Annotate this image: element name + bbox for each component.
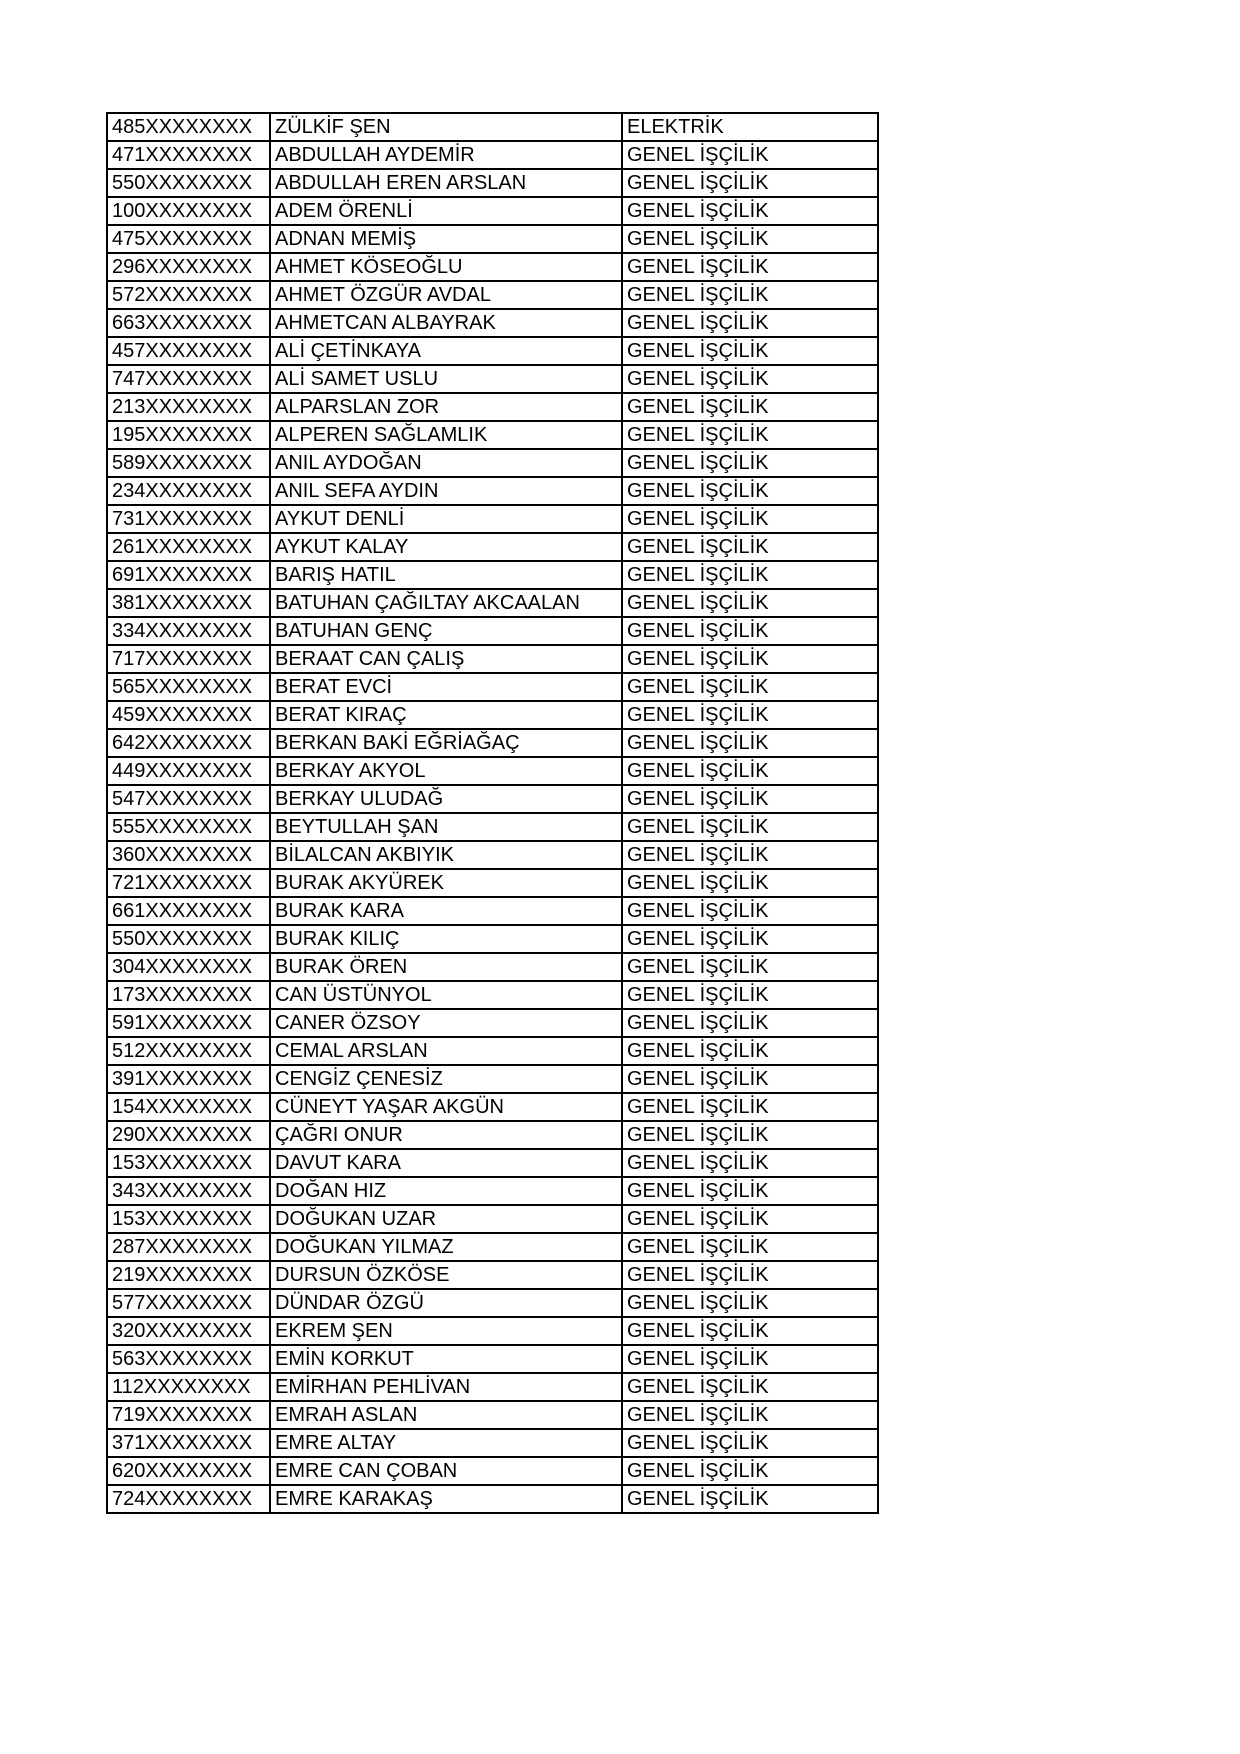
job-category-cell: GENEL İŞÇİLİK [622, 449, 878, 477]
table-row [107, 1289, 878, 1317]
job-category-cell: GENEL İŞÇİLİK [622, 1345, 878, 1373]
full-name-cell: CAN ÜSTÜNYOL [270, 981, 622, 1009]
personnel-table-body [107, 113, 878, 1513]
table-row [107, 505, 878, 533]
table-row [107, 1177, 878, 1205]
full-name-cell: EMRE CAN ÇOBAN [270, 1457, 622, 1485]
full-name-cell: BURAK AKYÜREK [270, 869, 622, 897]
full-name-cell: EMRE ALTAY [270, 1429, 622, 1457]
table-row [107, 477, 878, 505]
full-name-cell: BURAK KILIÇ [270, 925, 622, 953]
full-name-cell: DOĞUKAN UZAR [270, 1205, 622, 1233]
table-row [107, 673, 878, 701]
table-row [107, 701, 878, 729]
id-number-cell: 565XXXXXXXX [107, 673, 270, 701]
table-row [107, 1317, 878, 1345]
table-row [107, 197, 878, 225]
job-category-cell: GENEL İŞÇİLİK [622, 365, 878, 393]
id-number-cell: 290XXXXXXXX [107, 1121, 270, 1149]
full-name-cell: BERKAY ULUDAĞ [270, 785, 622, 813]
table-row [107, 393, 878, 421]
id-number-cell: 550XXXXXXXX [107, 925, 270, 953]
job-category-cell: GENEL İŞÇİLİK [622, 953, 878, 981]
full-name-cell: ANIL AYDOĞAN [270, 449, 622, 477]
full-name-cell: EMRE KARAKAŞ [270, 1485, 622, 1513]
job-category-cell: GENEL İŞÇİLİK [622, 617, 878, 645]
full-name-cell: BEYTULLAH ŞAN [270, 813, 622, 841]
table-row [107, 1093, 878, 1121]
job-category-cell: GENEL İŞÇİLİK [622, 337, 878, 365]
table-row [107, 589, 878, 617]
table-row [107, 617, 878, 645]
id-number-cell: 261XXXXXXXX [107, 533, 270, 561]
job-category-cell: GENEL İŞÇİLİK [622, 169, 878, 197]
id-number-cell: 724XXXXXXXX [107, 1485, 270, 1513]
id-number-cell: 547XXXXXXXX [107, 785, 270, 813]
full-name-cell: CENGİZ ÇENESİZ [270, 1065, 622, 1093]
full-name-cell: BURAK ÖREN [270, 953, 622, 981]
full-name-cell: ZÜLKİF ŞEN [270, 113, 622, 141]
table-row [107, 1233, 878, 1261]
full-name-cell: DURSUN ÖZKÖSE [270, 1261, 622, 1289]
job-category-cell: GENEL İŞÇİLİK [622, 981, 878, 1009]
table-row [107, 981, 878, 1009]
job-category-cell: GENEL İŞÇİLİK [622, 141, 878, 169]
job-category-cell: GENEL İŞÇİLİK [622, 897, 878, 925]
id-number-cell: 663XXXXXXXX [107, 309, 270, 337]
full-name-cell: ALİ SAMET USLU [270, 365, 622, 393]
full-name-cell: EMİRHAN PEHLİVAN [270, 1373, 622, 1401]
table-row [107, 1009, 878, 1037]
id-number-cell: 459XXXXXXXX [107, 701, 270, 729]
full-name-cell: AHMET ÖZGÜR AVDAL [270, 281, 622, 309]
job-category-cell: GENEL İŞÇİLİK [622, 1121, 878, 1149]
full-name-cell: BATUHAN GENÇ [270, 617, 622, 645]
job-category-cell: GENEL İŞÇİLİK [622, 1065, 878, 1093]
id-number-cell: 219XXXXXXXX [107, 1261, 270, 1289]
job-category-cell: GENEL İŞÇİLİK [622, 701, 878, 729]
table-row [107, 169, 878, 197]
table-row [107, 1373, 878, 1401]
table-row [107, 253, 878, 281]
id-number-cell: 691XXXXXXXX [107, 561, 270, 589]
full-name-cell: ADEM ÖRENLİ [270, 197, 622, 225]
id-number-cell: 620XXXXXXXX [107, 1457, 270, 1485]
table-row [107, 281, 878, 309]
table-row [107, 1205, 878, 1233]
table-row [107, 813, 878, 841]
personnel-table [106, 112, 879, 1514]
job-category-cell: GENEL İŞÇİLİK [622, 1457, 878, 1485]
full-name-cell: BERKAN BAKİ EĞRİAĞAÇ [270, 729, 622, 757]
job-category-cell: GENEL İŞÇİLİK [622, 561, 878, 589]
full-name-cell: CANER ÖZSOY [270, 1009, 622, 1037]
table-row [107, 309, 878, 337]
job-category-cell: GENEL İŞÇİLİK [622, 477, 878, 505]
id-number-cell: 100XXXXXXXX [107, 197, 270, 225]
id-number-cell: 213XXXXXXXX [107, 393, 270, 421]
id-number-cell: 589XXXXXXXX [107, 449, 270, 477]
table-row [107, 757, 878, 785]
table-row [107, 645, 878, 673]
id-number-cell: 154XXXXXXXX [107, 1093, 270, 1121]
id-number-cell: 173XXXXXXXX [107, 981, 270, 1009]
full-name-cell: BERKAY AKYOL [270, 757, 622, 785]
full-name-cell: BİLALCAN AKBIYIK [270, 841, 622, 869]
table-row [107, 561, 878, 589]
id-number-cell: 721XXXXXXXX [107, 869, 270, 897]
job-category-cell: GENEL İŞÇİLİK [622, 813, 878, 841]
id-number-cell: 731XXXXXXXX [107, 505, 270, 533]
job-category-cell: ELEKTRİK [622, 113, 878, 141]
table-row [107, 365, 878, 393]
full-name-cell: ABDULLAH EREN ARSLAN [270, 169, 622, 197]
table-row [107, 897, 878, 925]
id-number-cell: 661XXXXXXXX [107, 897, 270, 925]
job-category-cell: GENEL İŞÇİLİK [622, 841, 878, 869]
full-name-cell: ALPEREN SAĞLAMLIK [270, 421, 622, 449]
table-row [107, 421, 878, 449]
full-name-cell: ABDULLAH AYDEMİR [270, 141, 622, 169]
job-category-cell: GENEL İŞÇİLİK [622, 925, 878, 953]
id-number-cell: 747XXXXXXXX [107, 365, 270, 393]
full-name-cell: ANIL SEFA AYDIN [270, 477, 622, 505]
job-category-cell: GENEL İŞÇİLİK [622, 729, 878, 757]
table-row [107, 1121, 878, 1149]
full-name-cell: DOĞUKAN YILMAZ [270, 1233, 622, 1261]
job-category-cell: GENEL İŞÇİLİK [622, 1037, 878, 1065]
full-name-cell: EKREM ŞEN [270, 1317, 622, 1345]
id-number-cell: 550XXXXXXXX [107, 169, 270, 197]
full-name-cell: BURAK KARA [270, 897, 622, 925]
id-number-cell: 563XXXXXXXX [107, 1345, 270, 1373]
job-category-cell: GENEL İŞÇİLİK [622, 1149, 878, 1177]
id-number-cell: 112XXXXXXXX [107, 1373, 270, 1401]
job-category-cell: GENEL İŞÇİLİK [622, 533, 878, 561]
job-category-cell: GENEL İŞÇİLİK [622, 1093, 878, 1121]
id-number-cell: 512XXXXXXXX [107, 1037, 270, 1065]
job-category-cell: GENEL İŞÇİLİK [622, 393, 878, 421]
table-row [107, 1037, 878, 1065]
id-number-cell: 195XXXXXXXX [107, 421, 270, 449]
job-category-cell: GENEL İŞÇİLİK [622, 1009, 878, 1037]
full-name-cell: BERAT KIRAÇ [270, 701, 622, 729]
full-name-cell: ALPARSLAN ZOR [270, 393, 622, 421]
id-number-cell: 475XXXXXXXX [107, 225, 270, 253]
id-number-cell: 591XXXXXXXX [107, 1009, 270, 1037]
job-category-cell: GENEL İŞÇİLİK [622, 645, 878, 673]
id-number-cell: 334XXXXXXXX [107, 617, 270, 645]
job-category-cell: GENEL İŞÇİLİK [622, 785, 878, 813]
full-name-cell: AYKUT DENLİ [270, 505, 622, 533]
id-number-cell: 719XXXXXXXX [107, 1401, 270, 1429]
job-category-cell: GENEL İŞÇİLİK [622, 281, 878, 309]
full-name-cell: DAVUT KARA [270, 1149, 622, 1177]
table-row [107, 337, 878, 365]
id-number-cell: 642XXXXXXXX [107, 729, 270, 757]
id-number-cell: 153XXXXXXXX [107, 1205, 270, 1233]
job-category-cell: GENEL İŞÇİLİK [622, 1205, 878, 1233]
table-row [107, 141, 878, 169]
job-category-cell: GENEL İŞÇİLİK [622, 253, 878, 281]
full-name-cell: ALİ ÇETİNKAYA [270, 337, 622, 365]
table-row [107, 449, 878, 477]
table-row [107, 1429, 878, 1457]
job-category-cell: GENEL İŞÇİLİK [622, 309, 878, 337]
id-number-cell: 371XXXXXXXX [107, 1429, 270, 1457]
table-row [107, 113, 878, 141]
table-row [107, 1065, 878, 1093]
table-row [107, 1261, 878, 1289]
id-number-cell: 449XXXXXXXX [107, 757, 270, 785]
job-category-cell: GENEL İŞÇİLİK [622, 1289, 878, 1317]
id-number-cell: 577XXXXXXXX [107, 1289, 270, 1317]
full-name-cell: AYKUT KALAY [270, 533, 622, 561]
id-number-cell: 572XXXXXXXX [107, 281, 270, 309]
id-number-cell: 287XXXXXXXX [107, 1233, 270, 1261]
job-category-cell: GENEL İŞÇİLİK [622, 505, 878, 533]
full-name-cell: BERAT EVCİ [270, 673, 622, 701]
table-row [107, 869, 878, 897]
full-name-cell: DOĞAN HIZ [270, 1177, 622, 1205]
full-name-cell: ÇAĞRI ONUR [270, 1121, 622, 1149]
full-name-cell: AHMET KÖSEOĞLU [270, 253, 622, 281]
job-category-cell: GENEL İŞÇİLİK [622, 673, 878, 701]
full-name-cell: CEMAL ARSLAN [270, 1037, 622, 1065]
id-number-cell: 485XXXXXXXX [107, 113, 270, 141]
job-category-cell: GENEL İŞÇİLİK [622, 197, 878, 225]
table-row [107, 841, 878, 869]
id-number-cell: 381XXXXXXXX [107, 589, 270, 617]
table-row [107, 225, 878, 253]
id-number-cell: 153XXXXXXXX [107, 1149, 270, 1177]
id-number-cell: 296XXXXXXXX [107, 253, 270, 281]
full-name-cell: BERAAT CAN ÇALIŞ [270, 645, 622, 673]
id-number-cell: 343XXXXXXXX [107, 1177, 270, 1205]
table-row [107, 1457, 878, 1485]
id-number-cell: 555XXXXXXXX [107, 813, 270, 841]
table-row [107, 729, 878, 757]
full-name-cell: AHMETCAN ALBAYRAK [270, 309, 622, 337]
full-name-cell: BARIŞ HATIL [270, 561, 622, 589]
full-name-cell: EMİN KORKUT [270, 1345, 622, 1373]
id-number-cell: 320XXXXXXXX [107, 1317, 270, 1345]
job-category-cell: GENEL İŞÇİLİK [622, 757, 878, 785]
job-category-cell: GENEL İŞÇİLİK [622, 1373, 878, 1401]
table-row [107, 785, 878, 813]
job-category-cell: GENEL İŞÇİLİK [622, 1401, 878, 1429]
full-name-cell: ADNAN MEMİŞ [270, 225, 622, 253]
job-category-cell: GENEL İŞÇİLİK [622, 1429, 878, 1457]
job-category-cell: GENEL İŞÇİLİK [622, 225, 878, 253]
id-number-cell: 457XXXXXXXX [107, 337, 270, 365]
job-category-cell: GENEL İŞÇİLİK [622, 1317, 878, 1345]
full-name-cell: DÜNDAR ÖZGÜ [270, 1289, 622, 1317]
table-row [107, 1485, 878, 1513]
full-name-cell: BATUHAN ÇAĞILTAY AKCAALAN [270, 589, 622, 617]
job-category-cell: GENEL İŞÇİLİK [622, 589, 878, 617]
table-row [107, 925, 878, 953]
id-number-cell: 471XXXXXXXX [107, 141, 270, 169]
job-category-cell: GENEL İŞÇİLİK [622, 869, 878, 897]
job-category-cell: GENEL İŞÇİLİK [622, 1233, 878, 1261]
id-number-cell: 234XXXXXXXX [107, 477, 270, 505]
job-category-cell: GENEL İŞÇİLİK [622, 421, 878, 449]
full-name-cell: EMRAH ASLAN [270, 1401, 622, 1429]
table-row [107, 1345, 878, 1373]
job-category-cell: GENEL İŞÇİLİK [622, 1177, 878, 1205]
table-row [107, 1149, 878, 1177]
full-name-cell: CÜNEYT YAŞAR AKGÜN [270, 1093, 622, 1121]
job-category-cell: GENEL İŞÇİLİK [622, 1261, 878, 1289]
id-number-cell: 360XXXXXXXX [107, 841, 270, 869]
id-number-cell: 717XXXXXXXX [107, 645, 270, 673]
id-number-cell: 391XXXXXXXX [107, 1065, 270, 1093]
job-category-cell: GENEL İŞÇİLİK [622, 1485, 878, 1513]
table-row [107, 533, 878, 561]
table-row [107, 953, 878, 981]
table-row [107, 1401, 878, 1429]
id-number-cell: 304XXXXXXXX [107, 953, 270, 981]
